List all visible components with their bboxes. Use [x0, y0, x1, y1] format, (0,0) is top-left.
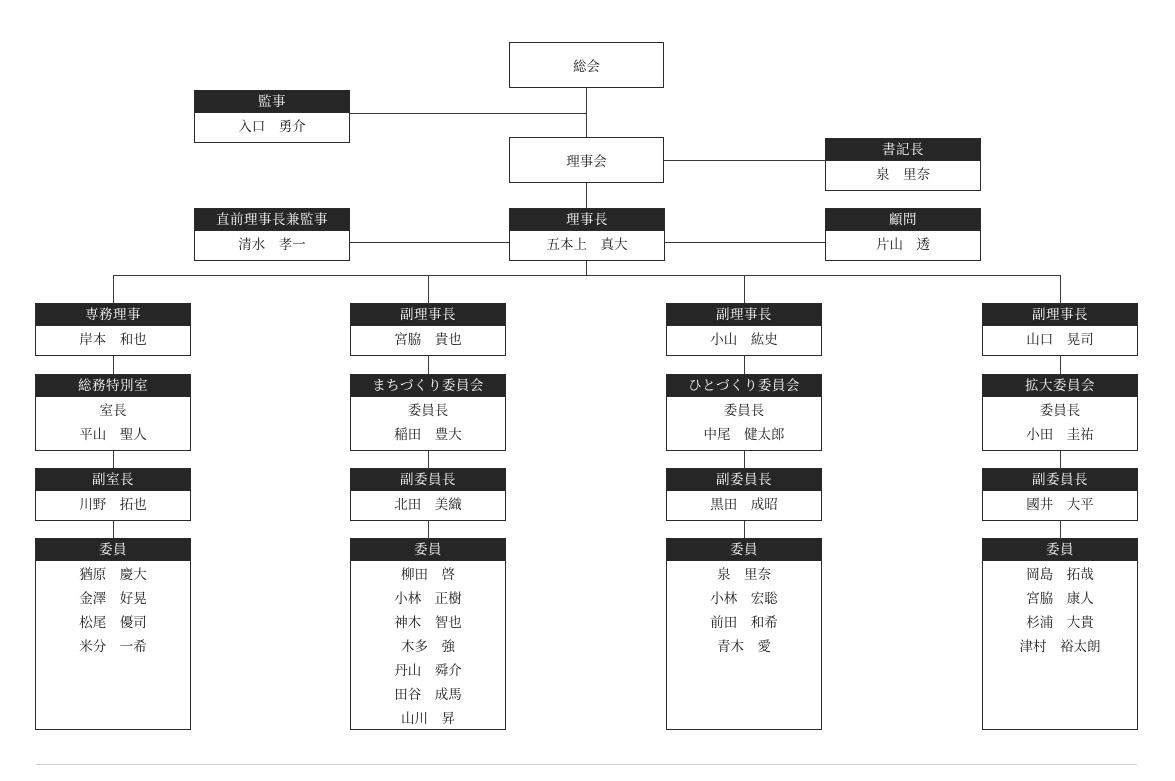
- node-fukuiin2-title: 副委員長: [667, 469, 821, 491]
- node-kanji: [194, 90, 350, 143]
- connector-rijikai-shokicho: [664, 160, 825, 161]
- node-soumu-title: 総務特別室: [36, 375, 190, 397]
- node-iin4-title: 委員: [983, 539, 1137, 561]
- node-machizukuri-title: まちづくり委員会: [351, 375, 505, 397]
- node-senmu-title: 専務理事: [36, 304, 190, 326]
- node-fukuiin3-title: 副委員長: [983, 469, 1137, 491]
- connector-chokuzen-rijicho: [350, 242, 511, 243]
- node-fukuriji2-body: 小山 紘史: [710, 332, 778, 347]
- node-shokicho: [825, 138, 981, 191]
- footer-divider: [36, 764, 1137, 765]
- connector-kanji-trunk: [350, 113, 586, 114]
- node-fuku-iincho-1: [350, 468, 506, 521]
- node-iin2-body: 柳田 啓 小林 正樹 神木 智也 木多 強 丹山 舜介 田谷 成馬 山川 昇: [394, 567, 462, 726]
- node-fukuriji3-title: 副理事長: [983, 304, 1137, 326]
- node-fukuiin1-title: 副委員長: [351, 469, 505, 491]
- connector-bus-col2: [428, 275, 429, 303]
- node-machizukuri-iinkai: [350, 374, 506, 451]
- node-rijicho: [509, 208, 665, 261]
- node-fuku-iincho-3: [982, 468, 1138, 521]
- node-soumu-tokubetsushitsu: [35, 374, 191, 451]
- node-iin1-body: 猶原 慶大 金澤 好晃 松尾 優司 米分 一希: [79, 567, 147, 654]
- node-rijikai: [509, 137, 664, 183]
- node-kakudai-iinkai: [982, 374, 1138, 451]
- node-iin2-title: 委員: [351, 539, 505, 561]
- node-kanji-body: 入口 勇介: [238, 119, 306, 134]
- node-fukuriji1-body: 宮脇 貴也: [394, 332, 462, 347]
- node-fuku-rijicho-2: [666, 303, 822, 356]
- node-chokuzen-body: 清水 孝一: [238, 237, 306, 252]
- node-senmu-body: 岸本 和也: [79, 332, 147, 347]
- node-iin1-title: 委員: [36, 539, 190, 561]
- node-kanji-title: 監事: [195, 91, 349, 113]
- node-fukuiin3-body: 國井 大平: [1026, 497, 1094, 512]
- node-komon: [825, 208, 981, 261]
- connector-c2-b: [428, 449, 429, 468]
- node-soukai: [509, 42, 664, 88]
- connector-c3-b: [744, 449, 745, 468]
- node-fukuriji2-title: 副理事長: [667, 304, 821, 326]
- node-fuku-iincho-2: [666, 468, 822, 521]
- node-iin-soumu: [35, 538, 191, 730]
- node-iin-kakudai: [982, 538, 1138, 730]
- node-hitozukuri-iinkai: [666, 374, 822, 451]
- connector-bus-col3: [744, 275, 745, 303]
- node-chokuzen-rijicho-kanji: [194, 208, 350, 261]
- connector-c4-b: [1060, 449, 1061, 468]
- node-komon-body: 片山 透: [876, 237, 930, 252]
- connector-rijicho-komon: [664, 242, 825, 243]
- connector-bus: [113, 275, 1061, 276]
- node-iin-machizukuri: [350, 538, 506, 730]
- node-fukuiin1-body: 北田 美織: [394, 497, 462, 512]
- node-hitozukuri-title: ひとづくり委員会: [667, 375, 821, 397]
- node-kakudai-body: 委員長 小田 圭祐: [1026, 403, 1094, 442]
- node-shokicho-title: 書記長: [826, 139, 980, 161]
- node-chokuzen-title: 直前理事長兼監事: [195, 209, 349, 231]
- node-fukushitsu-body: 川野 拓也: [79, 497, 147, 512]
- node-fukuriji1-title: 副理事長: [351, 304, 505, 326]
- node-fuku-rijicho-1: [350, 303, 506, 356]
- node-fukuriji3-body: 山口 晃司: [1026, 332, 1094, 347]
- connector-bus-col4: [1060, 275, 1061, 303]
- node-fuku-rijicho-3: [982, 303, 1138, 356]
- node-rijicho-title: 理事長: [510, 209, 664, 231]
- connector-bus-col1: [113, 275, 114, 303]
- node-iin3-body: 泉 里奈 小林 宏聡 前田 和希 青木 愛: [710, 567, 778, 654]
- node-hitozukuri-body: 委員長 中尾 健太郎: [703, 403, 785, 442]
- node-fukuiin2-body: 黒田 成昭: [710, 497, 778, 512]
- node-senmu-riji: [35, 303, 191, 356]
- node-rijicho-body: 五本上 真大: [546, 237, 628, 252]
- node-komon-title: 顧問: [826, 209, 980, 231]
- connector-rijikai-rijicho: [586, 183, 587, 208]
- node-machizukuri-body: 委員長 稲田 豊大: [394, 403, 462, 442]
- connector-soukai-rijikai: [586, 88, 587, 138]
- node-rijikai-label: 理事会: [566, 154, 607, 169]
- node-shokicho-body: 泉 里奈: [876, 167, 930, 182]
- node-iin4-body: 岡島 拓哉 宮脇 康人 杉浦 大貴 津村 裕太朗: [1019, 567, 1101, 654]
- connector-c1-b: [113, 449, 114, 468]
- node-iin3-title: 委員: [667, 539, 821, 561]
- node-fuku-shitsucho: [35, 468, 191, 521]
- node-iin-hitozukuri: [666, 538, 822, 730]
- node-kakudai-title: 拡大委員会: [983, 375, 1137, 397]
- node-soumu-body: 室長 平山 聖人: [79, 403, 147, 442]
- node-soukai-label: 総会: [573, 59, 600, 74]
- node-fukushitsu-title: 副室長: [36, 469, 190, 491]
